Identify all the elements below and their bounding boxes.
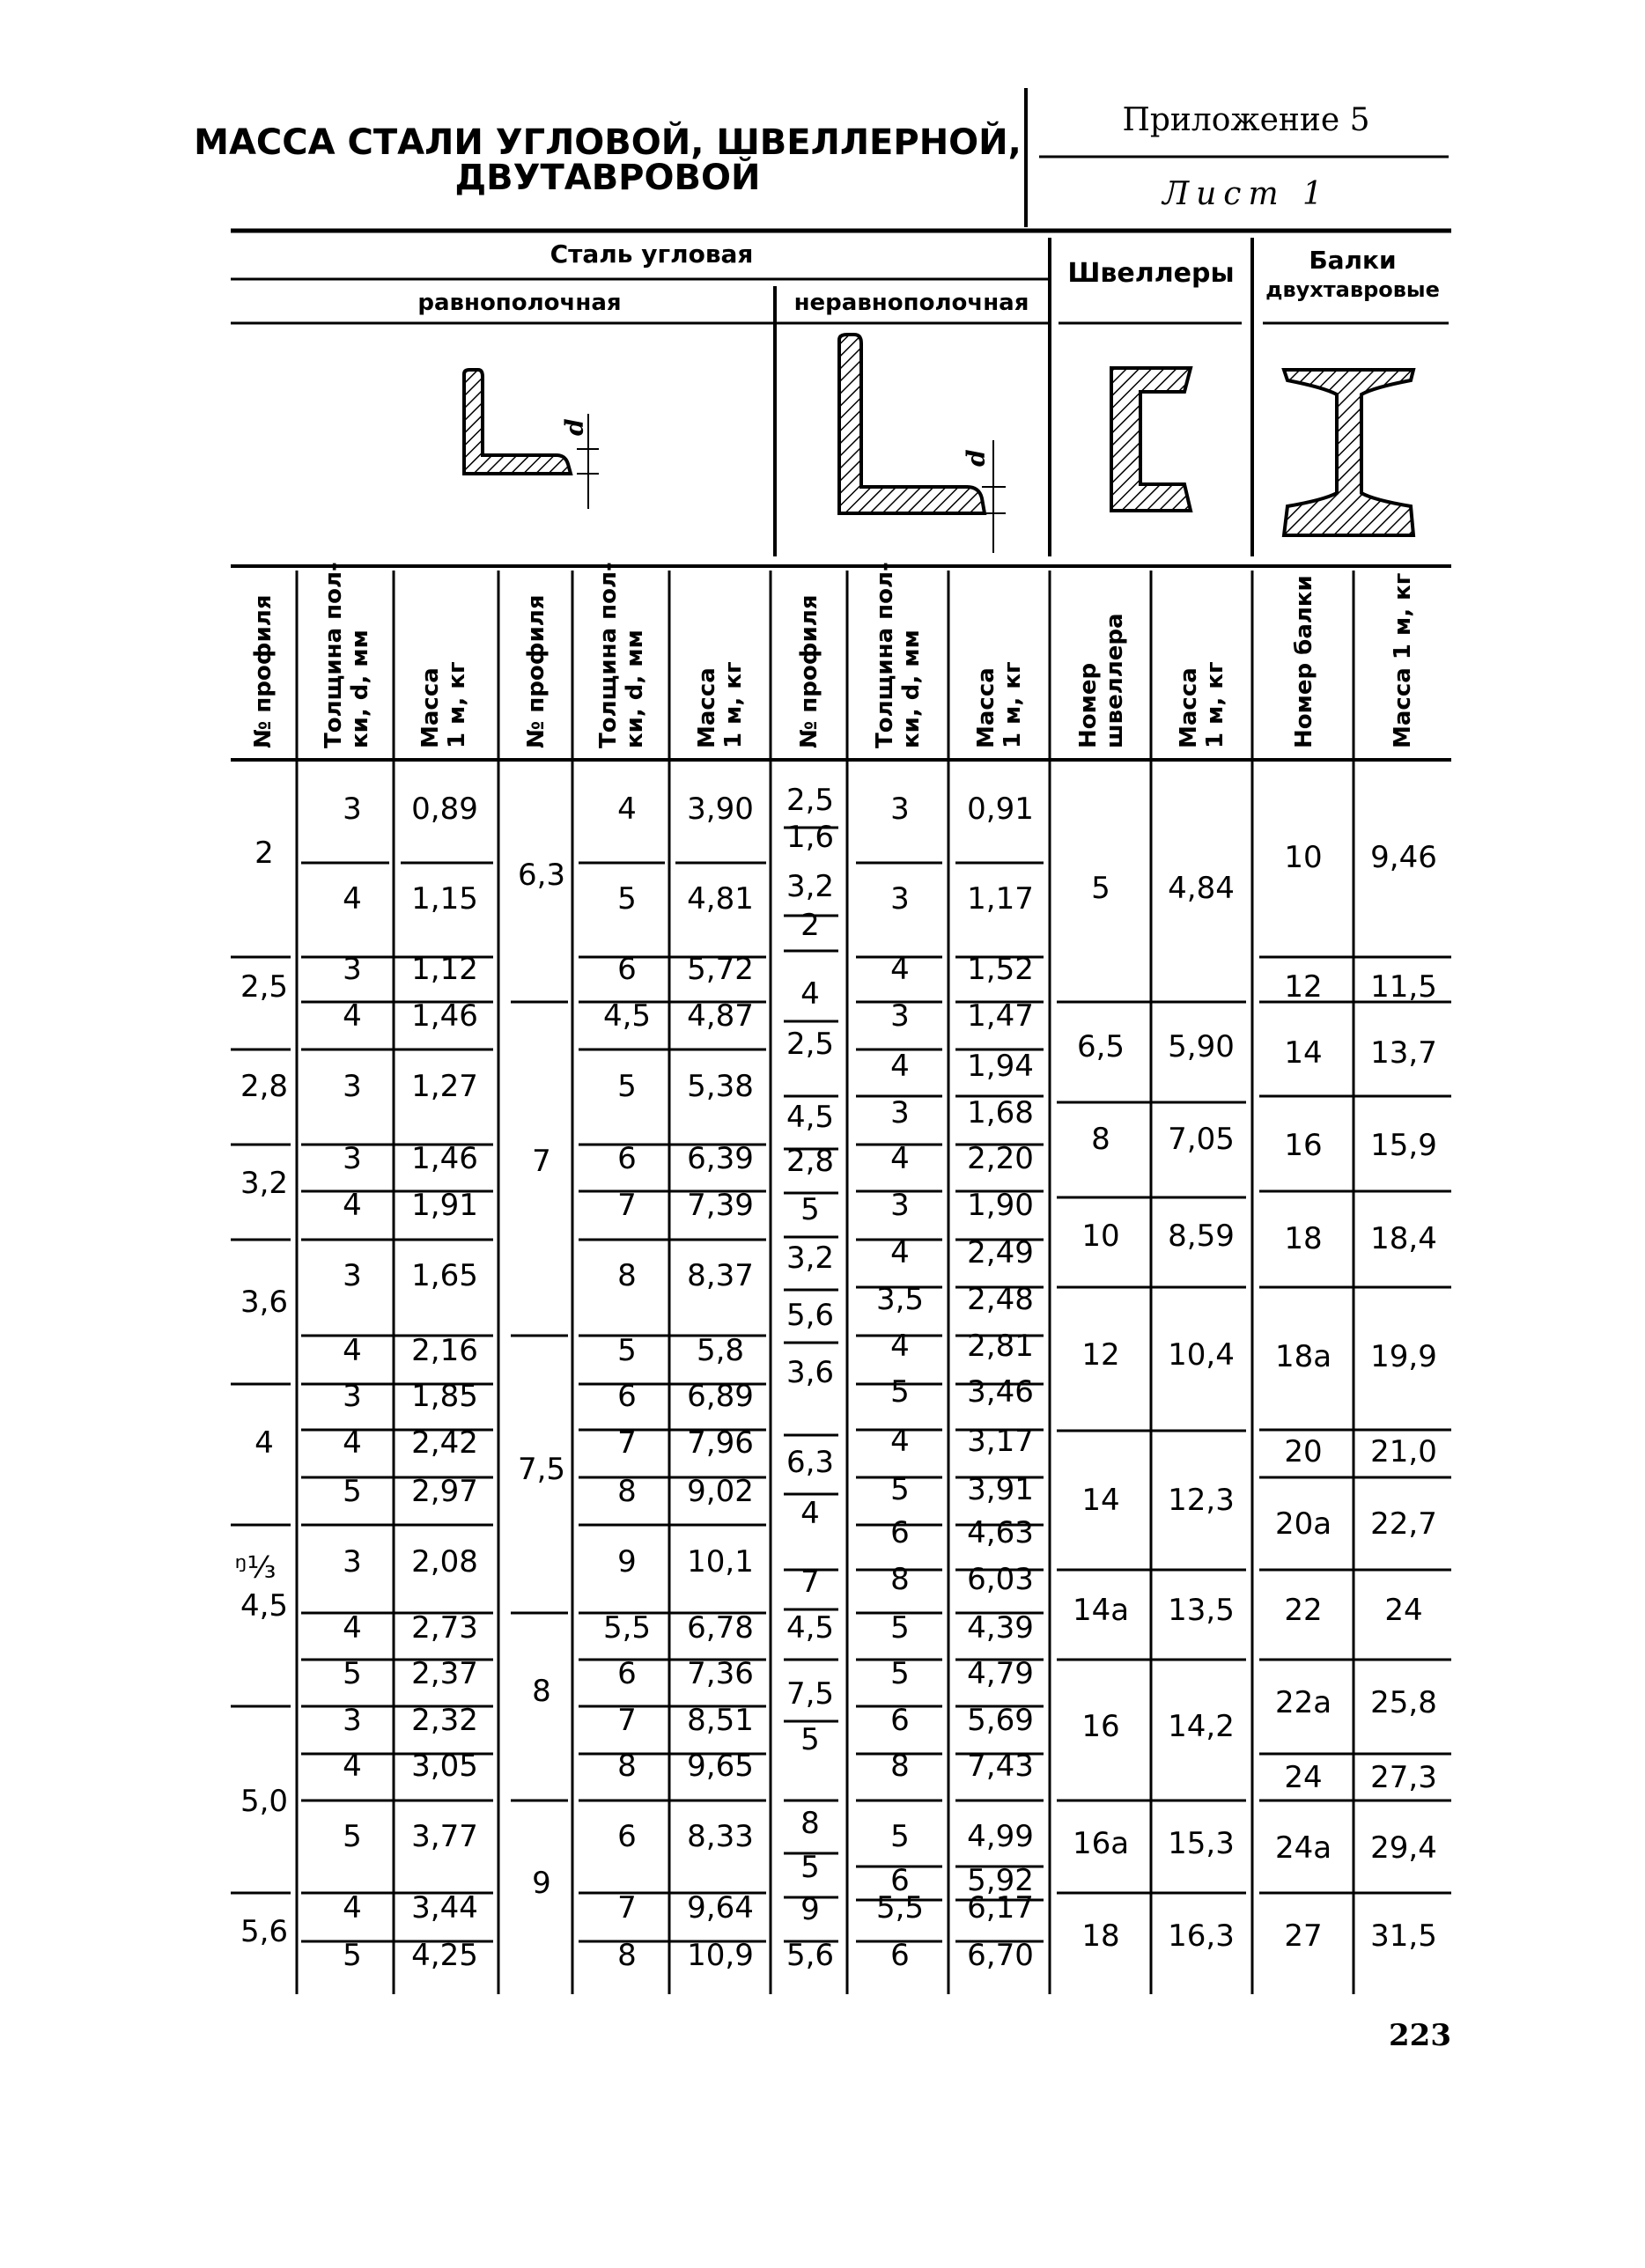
cell-beam-mass: 25,8 [1370,1685,1437,1720]
cell-uneq-mass: 7,43 [967,1749,1034,1784]
cell-uneq-thickness: 3 [890,1188,910,1223]
cell-eq1-mass: 2,97 [411,1474,478,1509]
cell-uneq-thickness: 6 [890,1938,910,1973]
cell-eq2-thickness: 7 [617,1425,637,1461]
column-header-c8b: ки, d, мм [898,630,925,748]
cell-eq2-thickness: 6 [617,1379,637,1414]
cell-beam-mass: 9,46 [1370,840,1437,875]
column-header-c1: № профиля [250,594,277,748]
cell-uneq-thickness: 4 [890,1141,910,1176]
group-unequal-leg: неравнополочная [793,290,1029,316]
cell-uneq-mass: 2,81 [967,1329,1034,1364]
cell-beam-number: 14 [1284,1035,1323,1071]
cell-eq1-mass: 0,89 [411,792,478,827]
cell-eq1-mass: 3,77 [411,1819,478,1854]
column-header-c6b: 1 м, кг [720,661,747,748]
cell-channel-mass: 12,3 [1168,1483,1235,1518]
cell-eq1-mass: 1,65 [411,1258,478,1293]
column-header-c10b: швеллера [1102,613,1128,748]
cell-beam-number: 22a [1274,1685,1332,1720]
cell-uneq-thickness: 5 [890,1656,910,1691]
cell-eq2-mass: 9,65 [687,1749,754,1784]
cell-channel-mass: 5,90 [1168,1029,1235,1064]
cell-channel-number: 18 [1081,1918,1120,1954]
column-header-c5b: ки, d, мм [622,630,648,748]
column-headers [250,562,1416,748]
cell-eq1-thickness: 4 [343,881,362,917]
cell-uneq-mass: 6,17 [967,1890,1034,1926]
cell-uneq-profile: 9 [800,1892,820,1927]
cell-uneq-profile: 7,5 [786,1676,835,1712]
cell-eq2-mass: 7,36 [687,1656,754,1691]
cell-uneq-mass: 1,52 [967,952,1034,987]
cell-eq1-mass: 2,37 [411,1656,478,1691]
cell-channel-mass: 13,5 [1168,1593,1235,1628]
cell-beam-number: 12 [1284,969,1323,1005]
cell-eq1-mass: 2,16 [411,1333,478,1368]
cell-eq2-thickness: 7 [617,1703,637,1738]
cell-uneq-profile: 3,2 [786,1241,835,1276]
cell-beam-number: 20 [1284,1434,1323,1469]
cell-uneq-thickness: 5,5 [875,1890,925,1926]
cell-uneq-thickness: 4 [890,1329,910,1364]
cell-uneq-thickness: 3 [890,998,910,1034]
page-title-line-1: МАССА СТАЛИ УГЛОВОЙ, ШВЕЛЛЕРНОЙ, [194,122,1022,163]
cell-eq1-mass: 2,32 [411,1703,478,1738]
cell-beam-mass: 15,9 [1370,1128,1437,1163]
column-header-c5a: Толщина пол- [595,562,622,748]
cell-eq2-profile: 7 [532,1144,551,1179]
cell-eq1-thickness: 3 [343,1544,362,1580]
cell-uneq-thickness: 3 [890,792,910,827]
cell-eq1-thickness: 5 [343,1474,362,1509]
table-body [231,783,1451,1973]
cell-eq1-profile: 4 [254,1425,274,1461]
cell-eq2-thickness: 6 [617,1141,637,1176]
column-header-c3a: Масса [417,667,444,748]
column-header-c9a: Масса [973,667,1000,748]
cell-uneq-profile: 5 [800,1192,820,1227]
cell-uneq-mass: 1,17 [967,881,1034,917]
cell-channel-mass: 4,84 [1168,871,1235,906]
cell-eq2-mass: 9,64 [687,1890,754,1926]
column-header-c3b: 1 м, кг [444,661,470,748]
dimension-d-label: d [962,449,991,467]
cell-eq2-thickness: 4 [617,792,637,827]
cell-eq2-mass: 5,8 [696,1333,745,1368]
table-header [231,231,1451,566]
cell-channel-number: 14 [1081,1483,1120,1518]
cell-channel-mass: 10,4 [1168,1337,1235,1373]
column-header-c7: № профиля [796,594,822,748]
sheet-label: Лист 1 [1162,176,1330,212]
cell-eq1-profile: 5,0 [240,1784,289,1819]
cell-eq1-profile: 2,5 [240,969,289,1005]
cell-eq1-mass: 4,25 [411,1938,478,1973]
appendix-label: Приложение 5 [1122,102,1370,138]
cell-uneq-mass: 3,17 [967,1424,1034,1459]
cell-uneq-thickness: 6 [890,1863,910,1898]
cell-uneq-thickness: 5 [890,1472,910,1507]
group-channels: Швеллеры [1067,258,1235,289]
cell-uneq-thickness: 6 [890,1515,910,1550]
cell-eq2-thickness: 7 [617,1890,637,1926]
cell-eq1-profile: 2 [254,836,274,871]
cell-uneq-profile: 3,6 [786,1355,835,1390]
cell-channel-number: 8 [1091,1122,1110,1157]
cell-channel-number: 12 [1081,1337,1120,1373]
cell-eq2-thickness: 5,5 [602,1610,652,1646]
cell-eq2-mass: 7,39 [687,1188,754,1223]
cell-uneq-thickness: 3,5 [875,1282,925,1317]
cell-eq2-thickness: 6 [617,952,637,987]
cell-eq2-thickness: 8 [617,1749,637,1784]
cell-beam-number: 18a [1274,1339,1332,1374]
cell-eq2-mass: 6,78 [687,1610,754,1646]
column-header-c6a: Масса [694,667,720,748]
cell-beam-mass: 24 [1384,1593,1423,1628]
cell-eq1-thickness: 4 [343,1188,362,1223]
equal-leg-angle-profile-icon [464,370,599,509]
cell-uneq-thickness: 4 [890,1049,910,1084]
cell-eq1-thickness: 3 [343,1379,362,1414]
cell-eq2-mass: 10,1 [687,1544,754,1580]
cell-eq2-profile: 6,3 [517,858,566,893]
cell-beam-mass: 27,3 [1370,1760,1437,1795]
cell-uneq-mass: 3,91 [967,1472,1034,1507]
cell-channel-mass: 14,2 [1168,1709,1235,1744]
group-equal-leg: равнополочная [417,290,622,316]
cell-eq2-thickness: 6 [617,1819,637,1854]
cell-channel-mass: 7,05 [1168,1122,1235,1157]
column-header-c12: Номер балки [1291,575,1317,748]
group-beams-line-2: двухтавровые [1265,277,1440,302]
cell-eq2-thickness: 8 [617,1474,637,1509]
stray-print-mark: ᵑ⅓ [234,1550,277,1586]
cell-eq1-mass: 2,08 [411,1544,478,1580]
cell-eq1-mass: 2,42 [411,1425,478,1461]
cell-uneq-profile: 2,8 [786,1144,835,1179]
page-title-line-2: ДВУТАВРОВОЙ [454,158,761,198]
cell-uneq-profile: 4 [800,1496,820,1531]
column-header-c8a: Толщина пол- [872,562,898,748]
cell-eq1-profile: 3,2 [240,1166,289,1201]
cell-uneq-profile: 8 [800,1806,820,1841]
cell-eq1-thickness: 3 [343,792,362,827]
cell-uneq-profile: 2,5 [786,1027,835,1062]
cell-beam-mass: 22,7 [1370,1506,1437,1542]
cell-eq1-profile: 5,6 [240,1914,289,1949]
cell-eq2-profile: 9 [532,1866,551,1901]
cell-eq2-thickness: 5 [617,1069,637,1104]
cell-beam-number: 18 [1284,1221,1323,1256]
cell-uneq-mass: 6,70 [967,1938,1034,1973]
cell-eq1-mass: 1,46 [411,1141,478,1176]
cell-eq1-profile: 2,8 [240,1069,289,1104]
cell-uneq-profile: 4,5 [786,1610,835,1646]
cell-eq2-mass: 9,02 [687,1474,754,1509]
cell-uneq-mass: 3,46 [967,1374,1034,1410]
cell-eq1-thickness: 5 [343,1656,362,1691]
cell-eq2-mass: 8,51 [687,1703,754,1738]
cell-eq1-mass: 3,44 [411,1890,478,1926]
cell-beam-mass: 21,0 [1370,1434,1437,1469]
cell-eq1-mass: 1,15 [411,881,478,917]
cell-channel-mass: 15,3 [1168,1826,1235,1861]
cell-beam-number: 27 [1284,1918,1323,1954]
cell-eq2-thickness: 9 [617,1544,637,1580]
cell-uneq-mass: 0,91 [967,792,1034,827]
cell-eq1-mass: 1,46 [411,998,478,1034]
cell-beam-number: 16 [1284,1128,1323,1163]
column-header-c4: № профиля [523,594,550,748]
column-header-c11a: Масса [1176,667,1202,748]
cell-eq1-thickness: 3 [343,1258,362,1293]
cell-eq1-thickness: 3 [343,1141,362,1176]
cell-eq1-mass: 2,73 [411,1610,478,1646]
group-angle-steel: Сталь угловая [550,239,754,269]
cell-channel-number: 14a [1072,1593,1130,1628]
cell-uneq-profile: 5,6 [786,1298,835,1333]
cell-uneq-profile: 5 [800,1850,820,1885]
cell-eq1-mass: 1,85 [411,1379,478,1414]
cell-eq1-thickness: 3 [343,1703,362,1738]
cell-uneq-mass: 1,47 [967,998,1034,1034]
cell-uneq-profile: 7 [800,1565,820,1600]
cell-beam-number: 20a [1274,1506,1332,1542]
cell-uneq-mass: 1,68 [967,1095,1034,1130]
cell-uneq-thickness: 4 [890,952,910,987]
cell-eq2-thickness: 7 [617,1188,637,1223]
cell-uneq-mass: 6,03 [967,1562,1034,1597]
cell-uneq-profile: 3,2 [786,869,835,904]
cell-uneq-thickness: 8 [890,1562,910,1597]
cell-eq2-mass: 4,87 [687,998,754,1034]
column-header-c11b: 1 м, кг [1202,661,1228,748]
cell-uneq-profile: 2,5 [786,783,835,818]
cell-eq2-mass: 8,33 [687,1819,754,1854]
cell-channel-mass: 16,3 [1168,1918,1235,1954]
cell-channel-number: 16a [1072,1826,1130,1861]
cell-channel-number: 6,5 [1076,1029,1125,1064]
cell-eq1-thickness: 4 [343,998,362,1034]
cell-uneq-thickness: 3 [890,881,910,917]
cell-beam-mass: 19,9 [1370,1339,1437,1374]
cell-eq2-thickness: 5 [617,881,637,917]
unequal-leg-angle-profile-icon [839,335,1006,553]
document-header [194,88,1449,227]
cell-eq1-mass: 1,12 [411,952,478,987]
column-header-c2b: ки, d, мм [347,630,373,748]
cell-uneq-thickness: 5 [890,1374,910,1410]
cell-eq2-mass: 10,9 [687,1938,754,1973]
cell-uneq-thickness: 3 [890,1095,910,1130]
cell-eq2-mass: 4,81 [687,881,754,917]
cell-eq2-mass: 6,39 [687,1141,754,1176]
dimension-d-label: d [560,418,589,436]
cell-eq2-thickness: 5 [617,1333,637,1368]
cell-eq2-mass: 5,72 [687,952,754,987]
cell-uneq-thickness: 6 [890,1703,910,1738]
cell-beam-mass: 18,4 [1370,1221,1437,1256]
cell-uneq-mass: 5,69 [967,1703,1034,1738]
column-header-c9b: 1 м, кг [1000,661,1026,748]
cell-eq1-thickness: 5 [343,1819,362,1854]
cell-uneq-thickness: 8 [890,1749,910,1784]
cell-uneq-profile: 5 [800,1722,820,1757]
cell-beam-number: 24a [1274,1830,1332,1866]
page-number: 223 [1389,2018,1451,2053]
cell-eq2-thickness: 4,5 [602,998,652,1034]
cell-uneq-thickness: 4 [890,1235,910,1270]
cell-channel-number: 16 [1081,1709,1120,1744]
cell-eq1-thickness: 5 [343,1938,362,1973]
cell-uneq-mass: 1,94 [967,1049,1034,1084]
cell-eq2-profile: 7,5 [517,1452,566,1487]
cell-uneq-profile: 2 [800,908,820,943]
cell-uneq-profile: 1,6 [786,820,835,855]
cell-uneq-profile: 4 [800,976,820,1012]
i-beam-profile-icon [1284,370,1413,535]
cell-eq2-thickness: 8 [617,1938,637,1973]
cell-eq1-mass: 3,05 [411,1749,478,1784]
cell-beam-mass: 29,4 [1370,1830,1437,1866]
cell-eq2-thickness: 6 [617,1656,637,1691]
cell-eq1-profile: 3,6 [240,1285,289,1320]
cell-beam-number: 10 [1284,840,1323,875]
cell-uneq-mass: 4,79 [967,1656,1034,1691]
cell-uneq-mass: 4,63 [967,1515,1034,1550]
cell-eq2-profile: 8 [532,1674,551,1709]
cell-eq1-thickness: 3 [343,1069,362,1104]
column-header-c10a: Номер [1075,662,1102,748]
cell-eq1-thickness: 4 [343,1749,362,1784]
cell-eq2-mass: 6,89 [687,1379,754,1414]
cell-eq1-thickness: 4 [343,1610,362,1646]
cell-channel-number: 5 [1091,871,1110,906]
cell-eq1-thickness: 3 [343,952,362,987]
cell-uneq-profile: 6,3 [786,1445,835,1480]
cell-uneq-thickness: 5 [890,1610,910,1646]
cell-eq1-thickness: 4 [343,1333,362,1368]
cell-uneq-profile: 5,6 [786,1938,835,1973]
cell-uneq-thickness: 5 [890,1819,910,1854]
cell-beam-mass: 13,7 [1370,1035,1437,1071]
cell-uneq-mass: 2,48 [967,1282,1034,1317]
cell-beam-number: 22 [1284,1593,1323,1628]
cell-uneq-mass: 2,49 [967,1235,1034,1270]
cell-uneq-profile: 4,5 [786,1100,835,1135]
cell-beam-number: 24 [1284,1760,1323,1795]
cell-eq2-mass: 3,90 [687,792,754,827]
cell-eq1-thickness: 4 [343,1890,362,1926]
cell-uneq-mass: 4,39 [967,1610,1034,1646]
cell-eq2-mass: 7,96 [687,1425,754,1461]
channel-profile-icon [1111,368,1191,511]
cell-uneq-mass: 2,20 [967,1141,1034,1176]
cell-uneq-mass: 1,90 [967,1188,1034,1223]
cell-eq2-thickness: 8 [617,1258,637,1293]
cell-beam-mass: 11,5 [1370,969,1437,1005]
column-header-c2a: Толщина пол- [321,562,347,748]
cell-eq2-mass: 8,37 [687,1258,754,1293]
cell-channel-number: 10 [1081,1219,1120,1254]
cell-eq1-mass: 1,27 [411,1069,478,1104]
cell-uneq-mass: 4,99 [967,1819,1034,1854]
cell-eq1-profile: 4,5 [240,1588,289,1624]
cell-eq1-thickness: 4 [343,1425,362,1461]
column-header-c13: Масса 1 м, кг [1390,572,1416,748]
cell-eq2-mass: 5,38 [687,1069,754,1104]
group-beams-line-1: Балки [1309,246,1397,275]
cell-beam-mass: 31,5 [1370,1918,1437,1954]
cell-channel-mass: 8,59 [1168,1219,1235,1254]
cell-uneq-mass: 5,92 [967,1863,1034,1898]
cell-eq1-mass: 1,91 [411,1188,478,1223]
cell-uneq-thickness: 4 [890,1424,910,1459]
